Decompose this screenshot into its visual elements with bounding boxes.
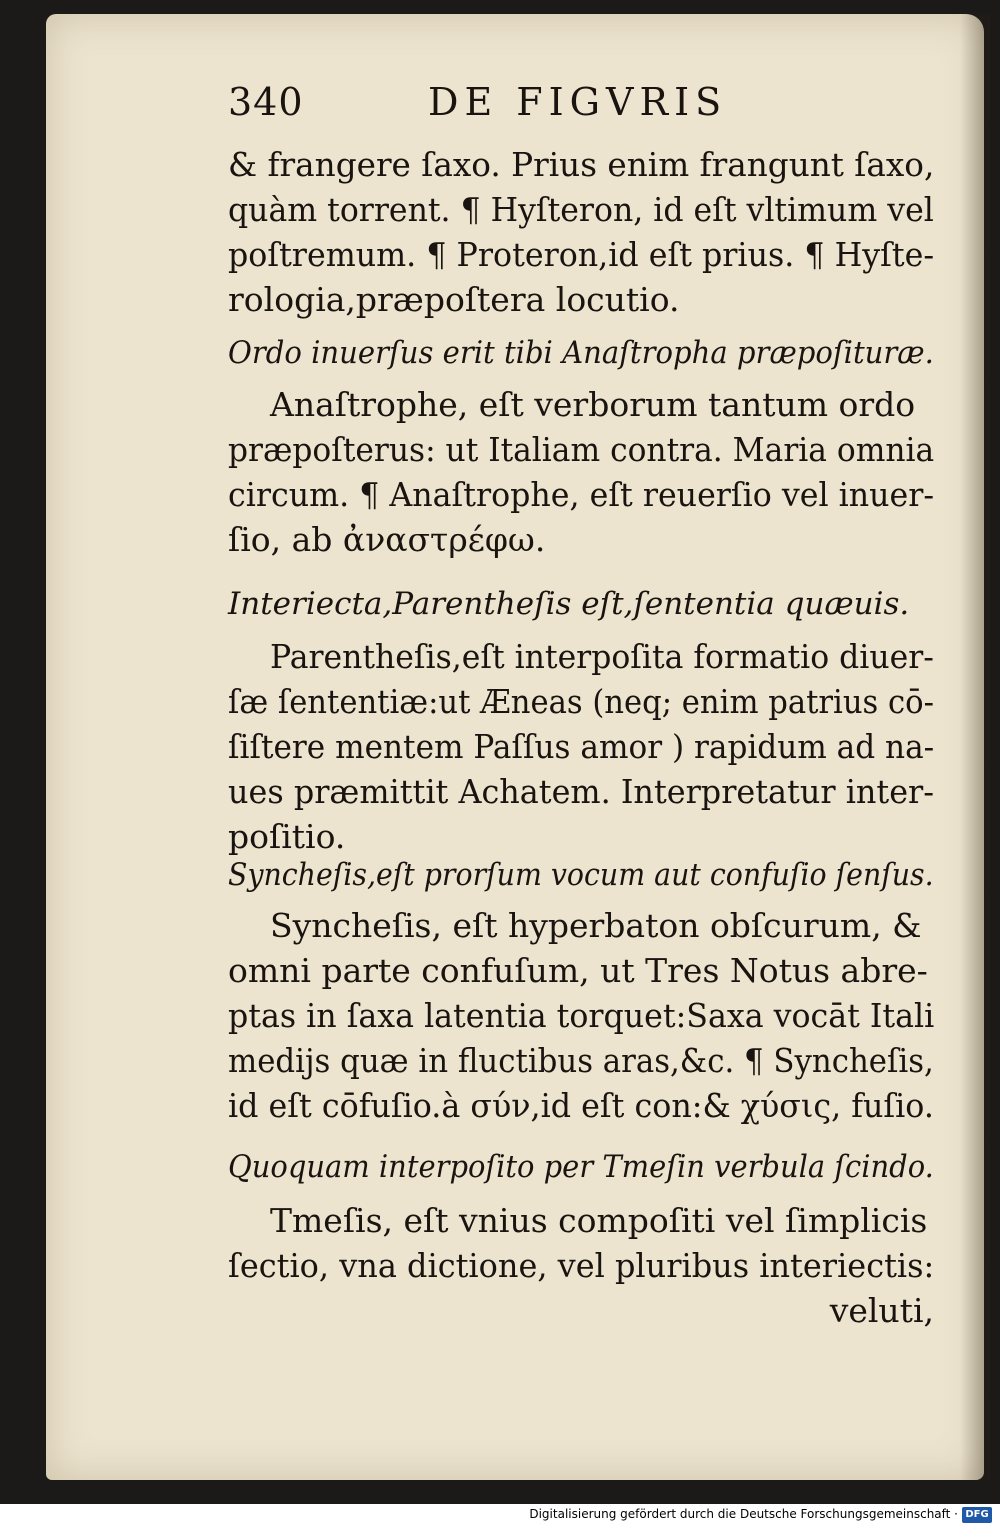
catchword: veluti, <box>829 1291 934 1330</box>
funding-credit: Digitalisierung gefördert durch die Deutsche Forschungsgemeinschaft · <box>529 1507 958 1521</box>
text-line: ſio, ab ἀναστρέφω. <box>228 520 546 559</box>
running-head: DE FIGVRIS <box>428 80 728 124</box>
text-line: Parentheſis,eſt interpoſita formatio diuer- <box>270 637 934 676</box>
text-line: omni parte confuſum, ut Tres Notus abre- <box>228 951 928 990</box>
page-gutter-shadow <box>960 14 990 1480</box>
verse-anastrophe <box>228 333 934 373</box>
verse-line: Ordo inuerſus erit tibi Anaſtropha præpoſituræ. <box>228 335 934 371</box>
paragraph-tmesis <box>228 1198 934 1288</box>
text-line: ſiſtere mentem Paſſus amor ) rapidum ad na- <box>228 727 935 766</box>
text-line: circum. ¶ Anaſtrophe, eſt reuerſio vel inuer- <box>228 475 935 514</box>
page-header <box>228 80 928 130</box>
page-number: 340 <box>228 80 304 124</box>
footer-bar <box>0 1504 1000 1527</box>
dfg-logo-icon: DFG <box>962 1507 992 1523</box>
text-line: rologia,præpoſtera locutio. <box>228 280 680 319</box>
text-line: præpoſterus: ut Italiam contra. Maria omnia <box>228 430 935 469</box>
text-line: medijs quæ in fluctibus aras,&c. ¶ Syncheſis, <box>228 1041 934 1080</box>
verse-tmesis <box>228 1147 934 1187</box>
text-line: & frangere ſaxo. Prius enim frangunt ſaxo, <box>228 145 935 184</box>
paragraph-synchesis <box>228 903 934 1128</box>
paragraph-anastrophe <box>228 382 934 562</box>
catchword-block <box>228 1288 934 1333</box>
text-line: Syncheſis, eſt hyperbaton obſcurum, & <box>270 906 922 945</box>
text-line: ues præmittit Achatem. Interpretatur inter- <box>228 772 935 811</box>
verse-line: Syncheſis,eſt prorſum vocum aut confuſio ſenſus. <box>228 857 934 893</box>
text-line: quàm torrent. ¶ Hyſteron, id eſt vltimum vel <box>228 190 934 229</box>
paragraph-hysteron <box>228 142 934 322</box>
text-line: ſectio, vna dictione, vel pluribus interiectis: <box>228 1246 935 1285</box>
verse-line: Quoquam interpoſito per Tmeſin verbula ſcindo. <box>228 1149 934 1185</box>
text-line: poſitio. <box>228 817 346 856</box>
text-line: Tmeſis, eſt vnius compoſiti vel ſimplicis <box>270 1201 928 1240</box>
text-line: id eſt cōfuſio.à σύν,id eſt con:& χύσις, fuſio. <box>228 1086 934 1125</box>
paragraph-parenthesis <box>228 634 934 859</box>
verse-line: Interiecta,Parentheſis eſt,ſententia quæuis. <box>228 586 910 622</box>
text-line: Anaſtrophe, eſt verborum tantum ordo <box>270 385 916 424</box>
verse-synchesis <box>228 855 934 895</box>
verse-parenthesis <box>228 584 934 624</box>
text-line: ptas in ſaxa latentia torquet:Saxa vocāt Itali <box>228 996 935 1035</box>
text-line: poſtremum. ¶ Proteron,id eſt prius. ¶ Hyſte- <box>228 235 935 274</box>
text-line: ſæ ſententiæ:ut Æneas (neq; enim patrius cō- <box>228 682 934 721</box>
